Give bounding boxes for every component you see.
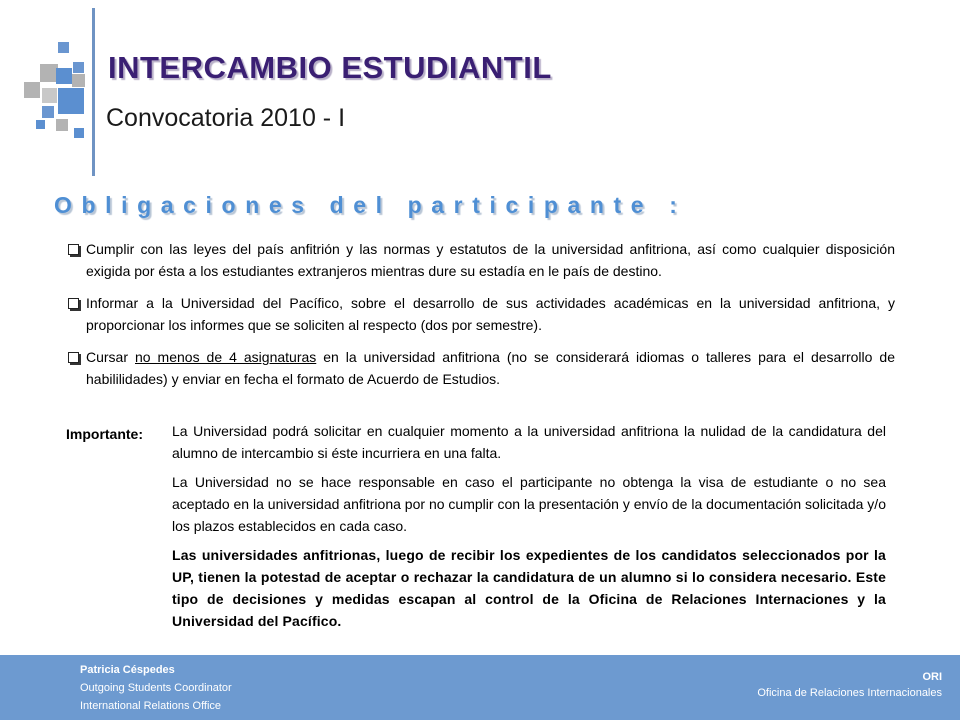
office-name: Oficina de Relaciones Internacionales <box>757 687 942 699</box>
important-bold-paragraph: Las universidades anfitrionas, luego de recibir los expedientes de los candidatos seleccionados por la UP, tienen la potestad de aceptar o rechazar la candidatura de un alumno si lo considera necesario. Este tipo de decisiones y medidas escapan al control de la Oficina de Relaciones Internaciones y la Universidad del Pacífico. <box>172 547 886 629</box>
footer-office <box>757 669 942 701</box>
list-item-underlined: no menos de 4 asignaturas <box>135 349 317 365</box>
contact-name: Patricia Céspedes <box>80 664 175 676</box>
list-item-text: Informar a la Universidad del Pacífico, sobre el desarrollo de sus actividades académicas en la universidad anfitriona, y proporcionar los informes que se soliciten al respecto (dos por semestre). <box>86 295 895 333</box>
obligations-list <box>68 238 895 400</box>
page-subtitle: Convocatoria 2010 - I <box>106 104 346 132</box>
office-abbr: ORI <box>922 671 942 683</box>
checkbox-bullet-icon <box>68 244 79 255</box>
list-item <box>68 292 895 336</box>
footer-contact <box>80 661 232 715</box>
footer-bar <box>0 655 960 720</box>
list-item-text-after: en la universidad anfitriona (no se considerará idiomas o talleres para el desarrollo de habililidades) y enviar en fecha el formato de Acuerdo de Estudios. <box>86 349 895 387</box>
important-paragraph: La Universidad no se hace responsable en caso el participante no obtenga la visa de estudiante o no sea aceptado en la universidad anfitriona por no cumplir con la presentación y envío de la documentación solicitada y/o los plazos establecidos en cada caso. <box>172 474 886 534</box>
header-divider <box>92 8 95 176</box>
important-body <box>172 420 886 639</box>
checkbox-bullet-icon <box>68 352 79 363</box>
list-item <box>68 346 895 390</box>
contact-role: Outgoing Students Coordinator <box>80 682 232 694</box>
list-item <box>68 238 895 282</box>
list-item-text-before: Cursar <box>86 349 135 365</box>
important-label: Importante: <box>66 426 143 442</box>
checkbox-bullet-icon <box>68 298 79 309</box>
important-paragraph: La Universidad podrá solicitar en cualquier momento a la universidad anfitriona la nulidad de la candidatura del alumno de intercambio si éste incurriera en una falta. <box>172 423 886 461</box>
section-title: Obligaciones del participante : <box>54 192 687 218</box>
contact-office: International Relations Office <box>80 700 222 712</box>
page-title: INTERCAMBIO ESTUDIANTIL <box>108 50 552 85</box>
list-item-text: Cumplir con las leyes del país anfitrión y las normas y estatutos de la universidad anfitriona, así como cualquier disposición exigida por ésta a los estudiantes extranjeros mientras dure su estadía en le país de destino. <box>86 241 895 279</box>
